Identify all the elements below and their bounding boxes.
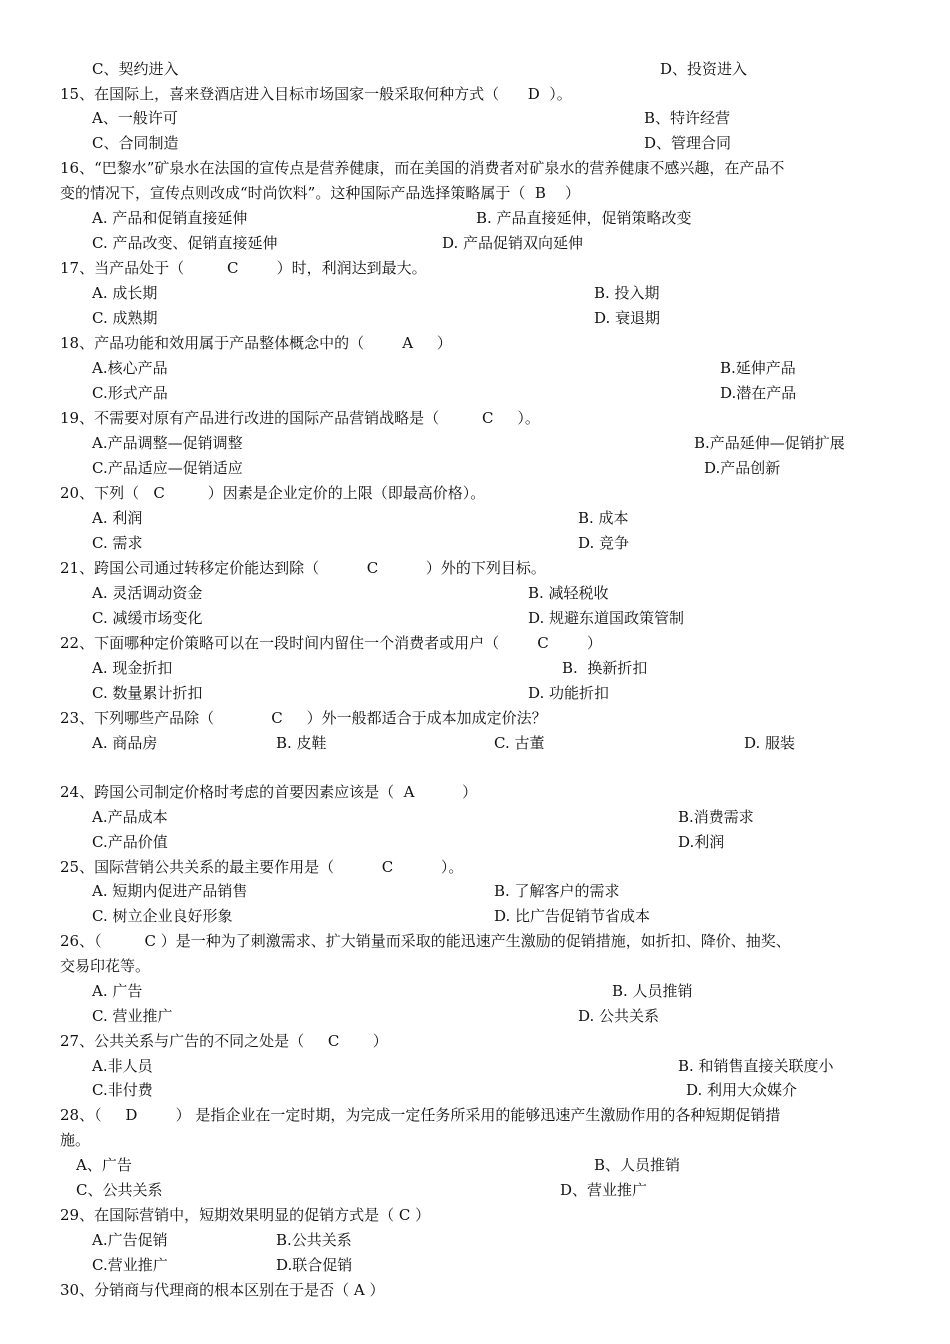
q21-options-ab bbox=[0, 581, 950, 606]
q21-options-cd-text: D. 规避东道国政策管制 bbox=[528, 609, 685, 627]
q17-stem-text: 17、当产品处于（ C ）时，利润达到最大。 bbox=[60, 259, 427, 277]
q26-options-cd bbox=[0, 1004, 950, 1029]
q26-options-ab bbox=[0, 979, 950, 1004]
q16-stem-2-text: 变的情况下，宣传点则改成“时尚饮料”。这种国际产品选择策略属于（ B ） bbox=[60, 184, 580, 202]
q18-options-cd-text: D.潜在产品 bbox=[720, 384, 797, 402]
q16-options-ab-text: B. 产品直接延伸，促销策略改变 bbox=[476, 209, 692, 227]
q18-options-ab-text: A.核心产品 bbox=[92, 359, 168, 377]
q19-options-cd bbox=[0, 456, 950, 481]
q15-stem bbox=[0, 82, 950, 107]
q16-options-cd bbox=[0, 231, 950, 256]
q19-options-ab-text: B.产品延伸—促销扩展 bbox=[694, 434, 845, 452]
q18-options-ab-text: B.延伸产品 bbox=[720, 359, 796, 377]
q30-stem bbox=[0, 1278, 950, 1303]
q15-stem-text: 15、在国际上，喜来登酒店进入目标市场国家一般采取何种方式（ D ）。 bbox=[60, 85, 572, 103]
q18-options-cd-text: C.形式产品 bbox=[92, 384, 168, 402]
q22-options-cd-text: D. 功能折扣 bbox=[528, 684, 610, 702]
q20-options-ab-text: A. 利润 bbox=[92, 509, 143, 527]
q25-options-cd-text: D. 比广告促销节省成本 bbox=[494, 907, 651, 925]
q22-options-ab bbox=[0, 656, 950, 681]
q29-options-ab-text: A.广告促销 bbox=[92, 1231, 168, 1249]
q27-options-ab bbox=[0, 1054, 950, 1079]
q16-options-ab-text: A. 产品和促销直接延伸 bbox=[92, 209, 248, 227]
q29-options-ab-text: B.公共关系 bbox=[276, 1231, 352, 1249]
q25-options-ab-text: A. 短期内促进产品销售 bbox=[92, 882, 248, 900]
q28-stem-1-text: 28、（ D ） 是指企业在一定时期，为完成一定任务所采用的能够迅速产生激励作用的各种短期促销措 bbox=[60, 1106, 781, 1124]
q17-options-ab-text: A. 成长期 bbox=[92, 284, 158, 302]
q28-stem-2 bbox=[0, 1128, 950, 1153]
q16-options-cd-text: D. 产品促销双向延伸 bbox=[442, 234, 584, 252]
q28-options-ab-text: B、人员推销 bbox=[594, 1156, 681, 1174]
q19-options-ab-text: A.产品调整—促销调整 bbox=[92, 434, 243, 452]
q26-options-cd-text: D. 公共关系 bbox=[578, 1007, 660, 1025]
q15-options-ab-text: B、特许经营 bbox=[644, 109, 731, 127]
q23-options bbox=[0, 731, 950, 756]
q25-stem-text: 25、国际营销公共关系的最主要作用是（ C ）。 bbox=[60, 858, 464, 876]
q28-options-cd-text: C、公共关系 bbox=[76, 1181, 163, 1199]
q26-options-ab-text: B. 人员推销 bbox=[612, 982, 693, 1000]
q21-stem-text: 21、跨国公司通过转移定价能达到除（ C ）外的下列目标。 bbox=[60, 559, 546, 577]
q25-options-ab-text: B. 了解客户的需求 bbox=[494, 882, 620, 900]
q17-options-cd bbox=[0, 306, 950, 331]
q14-options-cd bbox=[0, 57, 950, 82]
q24-options-cd-text: D.利润 bbox=[678, 833, 725, 851]
q21-stem bbox=[0, 556, 950, 581]
q21-options-cd bbox=[0, 606, 950, 631]
q24-stem-text: 24、跨国公司制定价格时考虑的首要因素应该是（ A ） bbox=[60, 783, 478, 801]
q21-options-ab-text: A. 灵活调动资金 bbox=[92, 584, 203, 602]
q25-options-ab bbox=[0, 879, 950, 904]
q20-options-ab bbox=[0, 506, 950, 531]
q23-options-text: C. 古董 bbox=[494, 734, 545, 752]
q17-stem bbox=[0, 256, 950, 281]
q22-options-cd-text: C. 数量累计折扣 bbox=[92, 684, 203, 702]
q26-stem-2-text: 交易印花等。 bbox=[60, 957, 151, 975]
q15-options-ab bbox=[0, 106, 950, 131]
q27-options-cd bbox=[0, 1078, 950, 1103]
q20-options-cd bbox=[0, 531, 950, 556]
q19-options-cd-text: C.产品适应—促销适应 bbox=[92, 459, 243, 477]
q26-options-ab-text: A. 广告 bbox=[92, 982, 143, 1000]
q22-options-ab-text: B. 换新折扣 bbox=[562, 659, 648, 677]
q14-options-cd-text: D、投资进入 bbox=[660, 60, 748, 78]
q20-options-cd-text: D. 竞争 bbox=[578, 534, 630, 552]
q17-options-ab-text: B. 投入期 bbox=[594, 284, 660, 302]
q29-options-cd-text: D.联合促销 bbox=[276, 1256, 353, 1274]
q25-options-cd-text: C. 树立企业良好形象 bbox=[92, 907, 233, 925]
q27-options-cd-text: C.非付费 bbox=[92, 1081, 153, 1099]
q29-options-cd bbox=[0, 1253, 950, 1278]
q16-options-cd-text: C. 产品改变、促销直接延伸 bbox=[92, 234, 278, 252]
q27-options-cd-text: D. 利用大众媒介 bbox=[686, 1081, 798, 1099]
q22-stem bbox=[0, 631, 950, 656]
q20-stem-text: 20、下列（ C ）因素是企业定价的上限（即最高价格）。 bbox=[60, 484, 486, 502]
q15-options-cd-text: C、合同制造 bbox=[92, 134, 179, 152]
q18-options-cd bbox=[0, 381, 950, 406]
q17-options-cd-text: D. 衰退期 bbox=[594, 309, 661, 327]
q16-stem-2 bbox=[0, 181, 950, 206]
q28-options-cd-text: D、营业推广 bbox=[560, 1181, 648, 1199]
q16-stem-1-text: 16、“巴黎水”矿泉水在法国的宣传点是营养健康，而在美国的消费者对矿泉水的营养健康不感兴趣，在产品不 bbox=[60, 159, 785, 177]
q24-options-ab-text: B.消费需求 bbox=[678, 808, 754, 826]
q19-options-cd-text: D.产品创新 bbox=[704, 459, 781, 477]
q16-stem-1 bbox=[0, 156, 950, 181]
q15-options-cd-text: D、管理合同 bbox=[644, 134, 732, 152]
q18-options-ab bbox=[0, 356, 950, 381]
q22-options-ab-text: A. 现金折扣 bbox=[92, 659, 173, 677]
q30-stem-text: 30、分销商与代理商的根本区别在于是否（ A ） bbox=[60, 1281, 385, 1299]
q23-options-text: B. 皮鞋 bbox=[276, 734, 327, 752]
q15-options-cd bbox=[0, 131, 950, 156]
q16-options-ab bbox=[0, 206, 950, 231]
q23-stem-text: 23、下列哪些产品除（ C ）外一般都适合于成本加成定价法？ bbox=[60, 709, 547, 727]
q23-stem bbox=[0, 706, 950, 731]
q20-options-cd-text: C. 需求 bbox=[92, 534, 143, 552]
q20-stem bbox=[0, 481, 950, 506]
q26-stem-2 bbox=[0, 954, 950, 979]
q29-stem bbox=[0, 1203, 950, 1228]
q14-options-cd-text: C、契约进入 bbox=[92, 60, 179, 78]
q29-options-ab bbox=[0, 1228, 950, 1253]
q25-options-cd bbox=[0, 904, 950, 929]
q26-options-cd-text: C. 营业推广 bbox=[92, 1007, 173, 1025]
q27-options-ab-text: A.非人员 bbox=[92, 1057, 153, 1075]
q24-options-cd-text: C.产品价值 bbox=[92, 833, 168, 851]
q18-stem-text: 18、产品功能和效用属于产品整体概念中的（ A ） bbox=[60, 334, 452, 352]
q21-options-ab-text: B. 减轻税收 bbox=[528, 584, 609, 602]
q26-stem-1-text: 26、（ C ）是一种为了刺激需求、扩大销量而采取的能迅速产生激励的促销措施，如折扣、降价、抽奖、 bbox=[60, 932, 791, 950]
q29-stem-text: 29、在国际营销中，短期效果明显的促销方式是（ C ） bbox=[60, 1206, 431, 1224]
q21-options-cd-text: C. 减缓市场变化 bbox=[92, 609, 203, 627]
q18-stem bbox=[0, 331, 950, 356]
q27-stem bbox=[0, 1029, 950, 1054]
q28-options-ab bbox=[0, 1153, 950, 1178]
q24-options-ab-text: A.产品成本 bbox=[92, 808, 168, 826]
q27-stem-text: 27、公共关系与广告的不同之处是（ C ） bbox=[60, 1032, 388, 1050]
q24-options-cd bbox=[0, 830, 950, 855]
q23-options-text: D. 服装 bbox=[744, 734, 796, 752]
q22-stem-text: 22、下面哪种定价策略可以在一段时间内留住一个消费者或用户（ C ） bbox=[60, 634, 602, 652]
q28-options-cd bbox=[0, 1178, 950, 1203]
q15-options-ab-text: A、一般许可 bbox=[92, 109, 178, 127]
q23-options-text: A. 商品房 bbox=[92, 734, 158, 752]
q26-stem-1 bbox=[0, 929, 950, 954]
q20-options-ab-text: B. 成本 bbox=[578, 509, 629, 527]
q28-stem-2-text: 施。 bbox=[60, 1131, 91, 1149]
q25-stem bbox=[0, 855, 950, 880]
q22-options-cd bbox=[0, 681, 950, 706]
q19-stem bbox=[0, 406, 950, 431]
q29-options-cd-text: C.营业推广 bbox=[92, 1256, 168, 1274]
q19-options-ab bbox=[0, 431, 950, 456]
q28-stem-1 bbox=[0, 1103, 950, 1128]
q17-options-ab bbox=[0, 281, 950, 306]
q19-stem-text: 19、不需要对原有产品进行改进的国际产品营销战略是（ C ）。 bbox=[60, 409, 540, 427]
q24-stem bbox=[0, 780, 950, 805]
q24-options-ab bbox=[0, 805, 950, 830]
q28-options-ab-text: A、广告 bbox=[76, 1156, 132, 1174]
q17-options-cd-text: C. 成熟期 bbox=[92, 309, 158, 327]
q27-options-ab-text: B. 和销售直接关联度小 bbox=[678, 1057, 834, 1075]
